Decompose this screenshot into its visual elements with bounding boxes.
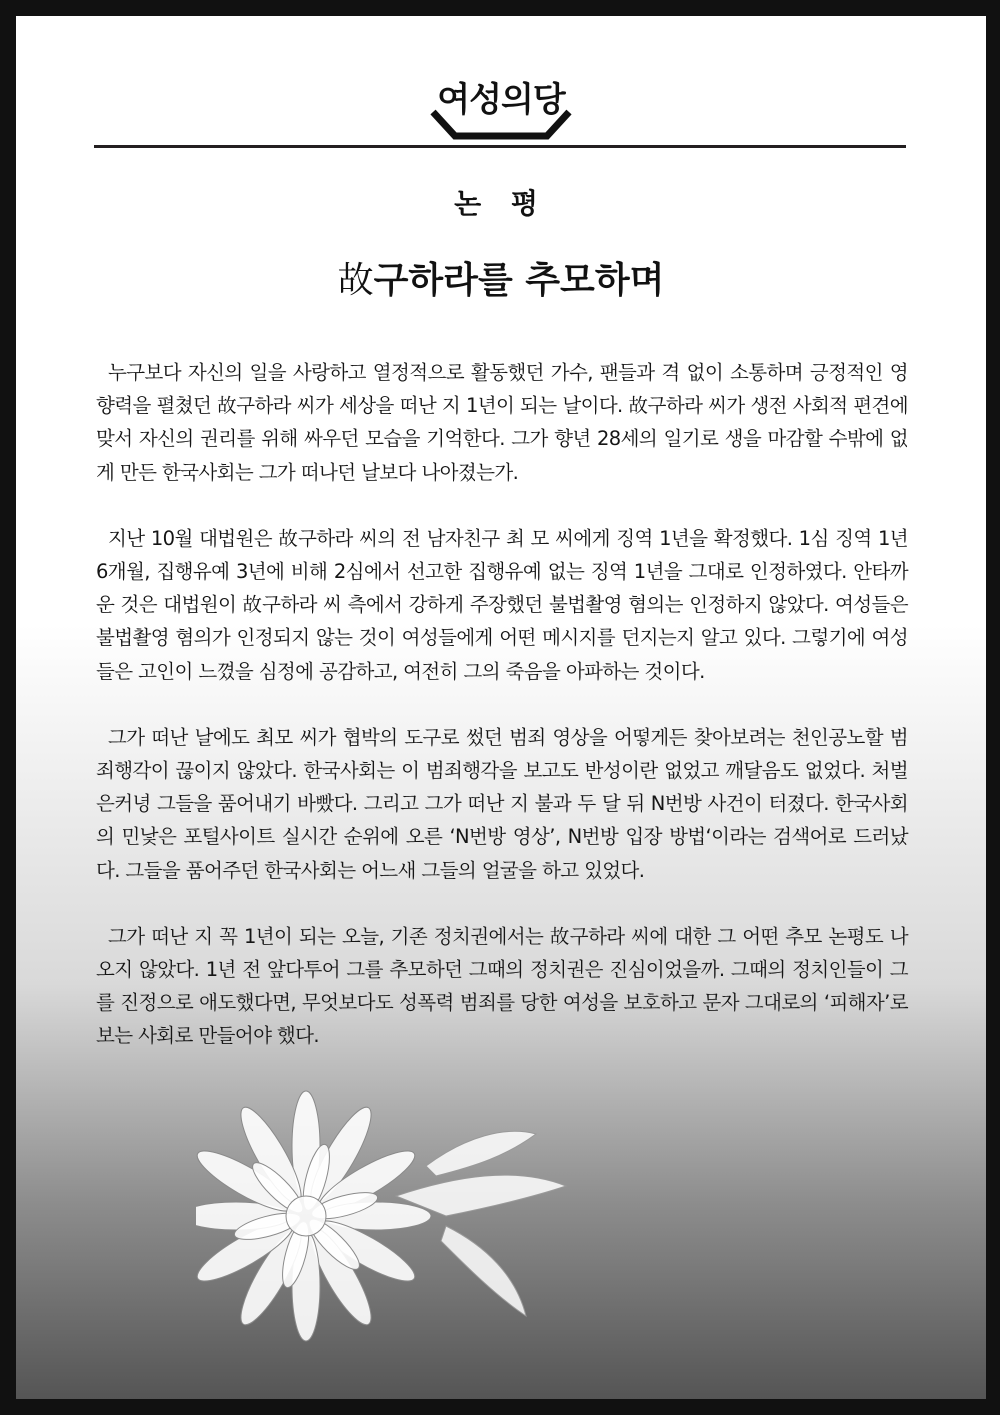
header-divider xyxy=(94,145,906,148)
title-hanja: 故 xyxy=(337,260,374,301)
title-main: 구하라를 추모하며 xyxy=(373,260,665,301)
paragraph: 지난 10월 대법원은 故구하라 씨의 전 남자친구 최 모 씨에게 징역 1년을 확정했다. 1심 징역 1년 6개월, 집행유예 3년에 비해 2심에서 선고한 집행유예 없는 징역 1년을 그대로 인정하였다. 안타까운 것은 대법원이 故구하라 씨 측에서 강하게 주장했던 불법촬영 혐의는 인정하지 않았다. 여성들은 불법촬영 혐의가 인정되지 않는 것이 여성들에게 어떤 메시지를 던지는지 알고 있다. 그렇기에 여성들은 고인이 느꼈을 심정에 공감하고, 여전히 그의 죽음을 아파하는 것이다. xyxy=(96,526,908,683)
paragraph: 그가 떠난 지 꼭 1년이 되는 오늘, 기존 정치권에서는 故구하라 씨에 대한 그 어떤 추모 논평도 나오지 않았다. 1년 전 앞다투어 그를 추모하던 그때의 정치권은 진심이었을까. 그때의 정치인들이 그를 진정으로 애도했다면, 무엇보다도 성폭력 범죄를 당한 여성을 보호하고 문자 그대로의 ‘피해자’로 보는 사회로 만들어야 했다. xyxy=(96,924,908,1048)
paragraph: 누구보다 자신의 일을 사랑하고 열정적으로 활동했던 가수, 팬들과 격 없이 소통하며 긍정적인 영향력을 펼쳤던 故구하라 씨가 세상을 떠난 지 1년이 되는 날이다. 故구하라 씨가 생전 사회적 편견에 맞서 자신의 권리를 위해 싸우던 모습을 기억한다. 그가 향년 28세의 일기로 생을 마감할 수밖에 없게 만든 한국사회는 그가 떠나던 날보다 나아졌는가. xyxy=(96,361,908,484)
page-title xyxy=(16,252,986,303)
article-body xyxy=(96,356,908,1086)
paragraph: 그가 떠난 날에도 최모 씨가 협박의 도구로 썼던 범죄 영상을 어떻게든 찾아보려는 천인공노할 범죄행각이 끊이지 않았다. 한국사회는 이 범죄행각을 보고도 반성이란 없었고 깨달음도 없었다. 처벌은커녕 그들을 품어내기 바빴다. 그리고 그가 떠난 지 불과 두 달 뒤 N번방 사건이 터졌다. 한국사회의 민낯은 포털사이트 실시간 순위에 오른 ‘N번방 영상’, N번방 입장 방법‘이라는 검색어로 드러났다. 그들을 품어주던 한국사회는 어느새 그들의 얼굴을 하고 있었다. xyxy=(96,725,908,882)
statement-page xyxy=(16,16,986,1399)
logo-underline-icon xyxy=(411,102,591,142)
party-logo xyxy=(411,72,591,142)
party-logo-text: 여성의당 xyxy=(437,80,565,120)
section-label: 논 평 xyxy=(454,187,548,220)
